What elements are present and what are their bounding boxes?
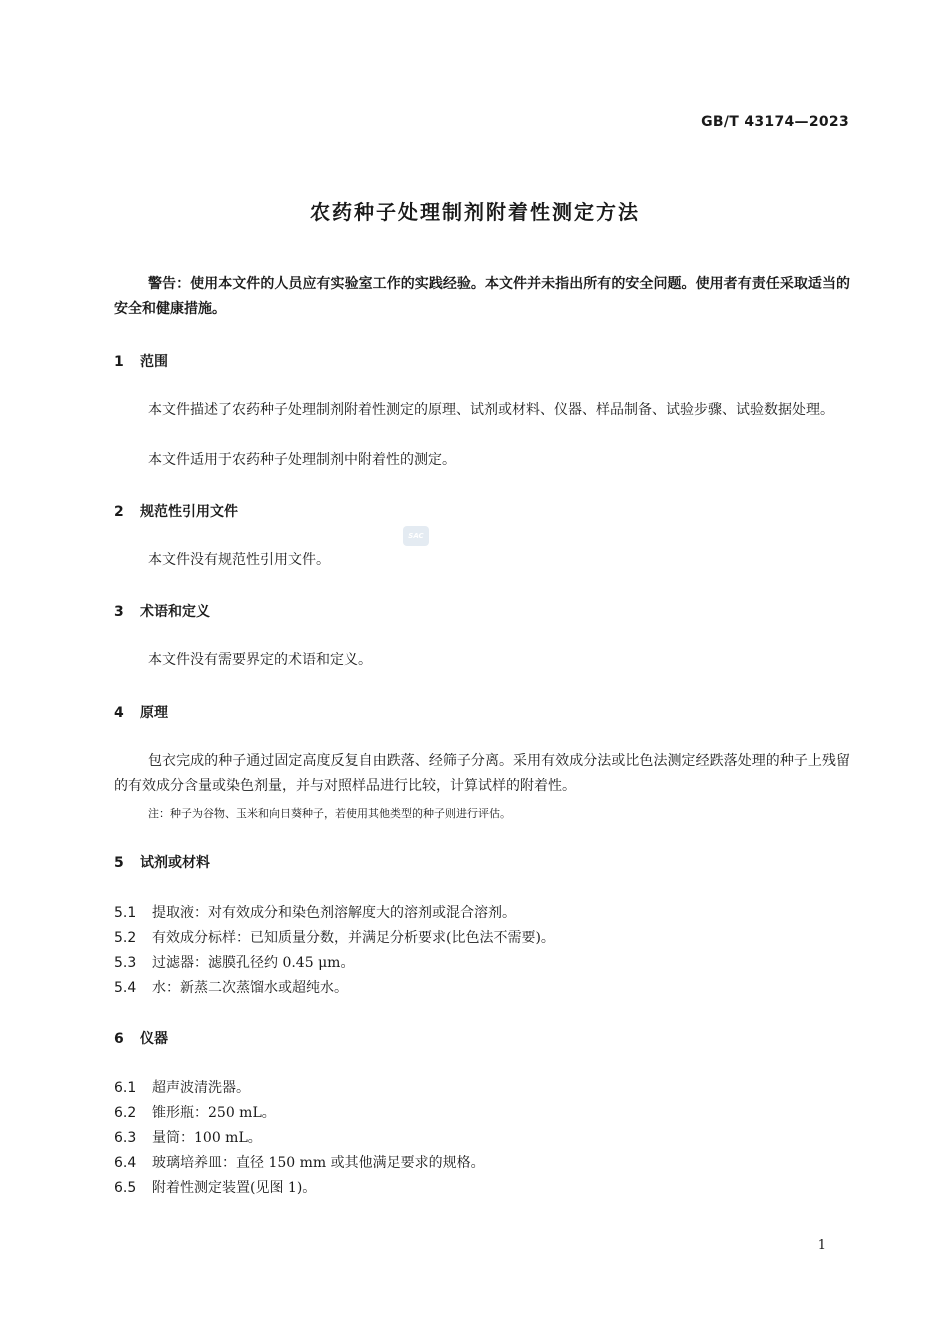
list-item [114,1102,276,1122]
section-number: 3 [114,604,124,620]
list-item [114,1077,250,1097]
section-number: 2 [114,504,124,520]
section-number: 5 [114,855,124,871]
item-text: 水：新蒸二次蒸馏水或超纯水。 [152,980,348,996]
item-text: 过滤器：滤膜孔径约 0.45 μm。 [152,955,355,971]
item-number: 6.2 [114,1105,137,1121]
item-text: 有效成分标样：已知质量分数，并满足分析要求(比色法不需要)。 [152,930,555,946]
page-number: 1 [817,1238,826,1253]
section-4-paragraph-1: 包衣完成的种子通过固定高度反复自由跌落、经筛子分离。采用有效成分法或比色法测定经跌落处理的种子上残留的有效成分含量或染色剂量，并与对照样品进行比较，计算试样的附着性。 [114,753,850,794]
warning-text: 警告：使用本文件的人员应有实验室工作的实践经验。本文件并未指出所有的安全问题。使用者有责任采取适当的安全和健康措施。 [114,276,850,317]
item-number: 5.4 [114,980,137,996]
item-number: 6.5 [114,1180,137,1196]
section-4-heading [114,702,168,722]
item-number: 6.1 [114,1080,137,1096]
item-text: 超声波清洗器。 [152,1080,250,1096]
item-text: 附着性测定装置(见图 1)。 [152,1180,317,1196]
list-item [114,1152,485,1172]
section-title: 术语和定义 [140,604,210,620]
item-number: 5.2 [114,930,137,946]
section-6-heading [114,1028,168,1048]
list-item [114,902,516,922]
item-text: 锥形瓶：250 mL。 [152,1105,276,1121]
list-item [114,1127,262,1147]
item-text: 量筒：100 mL。 [152,1130,262,1146]
standard-code: GB/T 43174—2023 [701,114,849,130]
section-3-paragraph-1: 本文件没有需要界定的术语和定义。 [148,652,372,668]
section-1-heading [114,351,168,371]
list-item [114,977,348,997]
section-title: 规范性引用文件 [140,504,238,520]
sac-watermark: SAC [403,526,429,546]
section-number: 4 [114,705,124,721]
section-number: 1 [114,354,124,370]
section-1-paragraph-1: 本文件描述了农药种子处理制剂附着性测定的原理、试剂或材料、仪器、样品制备、试验步骤、试验数据处理。 [148,402,834,418]
section-2-paragraph-1: 本文件没有规范性引用文件。 [148,552,330,568]
section-title: 仪器 [140,1031,168,1047]
list-item [114,1177,316,1197]
section-number: 6 [114,1031,124,1047]
section-5-heading [114,852,210,872]
section-3-heading [114,601,210,621]
list-item [114,927,555,947]
section-title: 试剂或材料 [140,855,210,871]
item-number: 5.1 [114,905,137,921]
section-title: 原理 [140,705,168,721]
item-number: 5.3 [114,955,137,971]
section-title: 范围 [140,354,168,370]
item-text: 玻璃培养皿：直径 150 mm 或其他满足要求的规格。 [152,1155,485,1171]
item-number: 6.4 [114,1155,137,1171]
item-number: 6.3 [114,1130,137,1146]
section-4-note: 注：种子为谷物、玉米和向日葵种子，若使用其他类型的种子则进行评估。 [148,807,511,820]
section-1-paragraph-2: 本文件适用于农药种子处理制剂中附着性的测定。 [148,452,456,468]
item-text: 提取液：对有效成分和染色剂溶解度大的溶剂或混合溶剂。 [152,905,516,921]
section-2-heading [114,501,238,521]
list-item [114,952,354,972]
document-title: 农药种子处理制剂附着性测定方法 [310,200,640,224]
